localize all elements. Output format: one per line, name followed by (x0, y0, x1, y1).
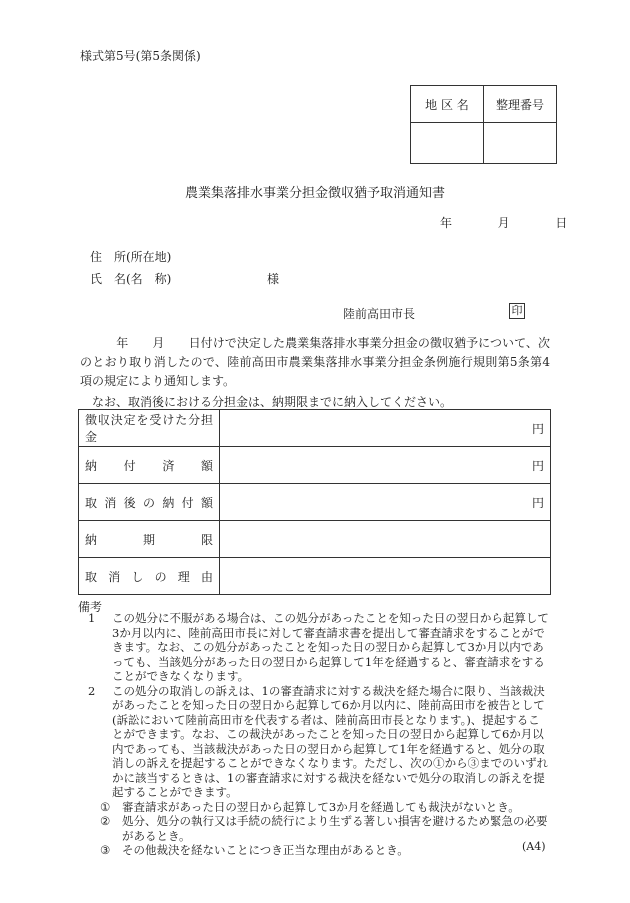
remarks-list (88, 611, 550, 858)
remark-text: この処分の取消しの訴えは、1の審査請求に対する裁決を経た場合に限り、当該裁決があったことを知った日の翌日から起算して6か月以内に、陸前高田市を被告として(訴訟において陸前高田市を代表する者は、陸前高田市長となります。)、提起することができます。なお、この裁決があったことを知った日の翌日から起算して6か月以内であっても、当該裁決があった日の翌日から起算して1年を経過すると、処分の取消しの訴えを提起することができなくなります。ただし、次の①から③までのいずれかに該当するときは、1の審査請求に対する裁決を経ないで処分の取消しの訴えを提起することができます。 (112, 683, 549, 799)
honorific: 様 (267, 272, 280, 286)
paper-size: (A4) (522, 840, 546, 853)
table-row (79, 521, 551, 558)
row-label: 取消後の納付額 (79, 484, 220, 521)
recipient-address-label: 住 所(所在地) (90, 250, 172, 264)
remark-subitem (88, 814, 550, 843)
row-value[interactable]: 円 (220, 447, 551, 484)
date-line (440, 214, 577, 231)
seal-mark: 印 (509, 303, 525, 319)
remark-number: 1 (88, 611, 96, 625)
ref-no-header: 整理番号 (484, 86, 557, 123)
district-cell[interactable] (411, 123, 484, 164)
code-table (410, 85, 557, 164)
subitem-number: ② (100, 814, 111, 828)
row-label: 納期限 (79, 521, 220, 558)
row-value[interactable]: 円 (220, 484, 551, 521)
details-table (78, 409, 551, 595)
district-header: 地 区 名 (411, 86, 484, 123)
remark-item (88, 611, 550, 684)
table-row (79, 558, 551, 595)
subitem-text: その他裁決を経ないことにつき正当な理由があるとき。 (122, 843, 409, 857)
ref-no-cell[interactable] (484, 123, 557, 164)
row-label: 納付済額 (79, 447, 220, 484)
remarks-heading: 備考 (78, 600, 103, 614)
issuer: 陸前高田市長 (343, 307, 416, 321)
row-value[interactable] (220, 521, 551, 558)
subitem-number: ① (100, 799, 111, 814)
remark-item (88, 684, 550, 800)
subitem-text: 審査請求があった日の翌日から起算して3か月を経過しても裁決がないとき。 (122, 799, 520, 814)
body-paragraph-1: 年 月 日付けで決定した農業集落排水事業分担金の徴収猶予について、次のとおり取り消したので、陸前高田市農業集落排水事業分担金条例施行規則第5条第4項の規定により通知します。 (80, 336, 550, 388)
subitem-text: 処分、処分の執行又は手続の続行により生ずる著しい損害を避けるため緊急の必要があるとき。 (122, 814, 548, 843)
row-value[interactable]: 円 (220, 410, 551, 447)
remark-subitem (88, 843, 550, 858)
date-day: 日 (555, 216, 568, 230)
row-label: 徴収決定を受けた分担金 (79, 410, 220, 447)
table-row (79, 410, 551, 447)
date-month: 月 (497, 216, 510, 230)
row-label: 取消しの理由 (79, 558, 220, 595)
subitem-number: ③ (100, 843, 111, 857)
table-row (79, 447, 551, 484)
row-value[interactable] (220, 558, 551, 595)
form-number: 様式第5号(第5条関係) (80, 49, 201, 63)
date-year: 年 (440, 216, 453, 230)
table-row (79, 484, 551, 521)
body-paragraph-2: なお、取消後における分担金は、納期限までに納入してください。 (92, 395, 453, 409)
remark-number: 2 (88, 683, 96, 698)
document-title: 農業集落排水事業分担金徴収猶予取消通知書 (184, 186, 445, 201)
remark-subitem (88, 800, 550, 815)
recipient-name-label: 氏 名(名 称) (90, 272, 172, 286)
remark-text: この処分に不服がある場合は、この処分があったことを知った日の翌日から起算して3か月以内に、陸前高田市長に対して審査請求書を提出して審査請求をすることができます。なお、この処分があったことを知った日の翌日から起算して3か月以内であっても、当該処分があった日の翌日から起算して1年を経過すると、審査請求をすることができなくなります。 (112, 611, 549, 683)
